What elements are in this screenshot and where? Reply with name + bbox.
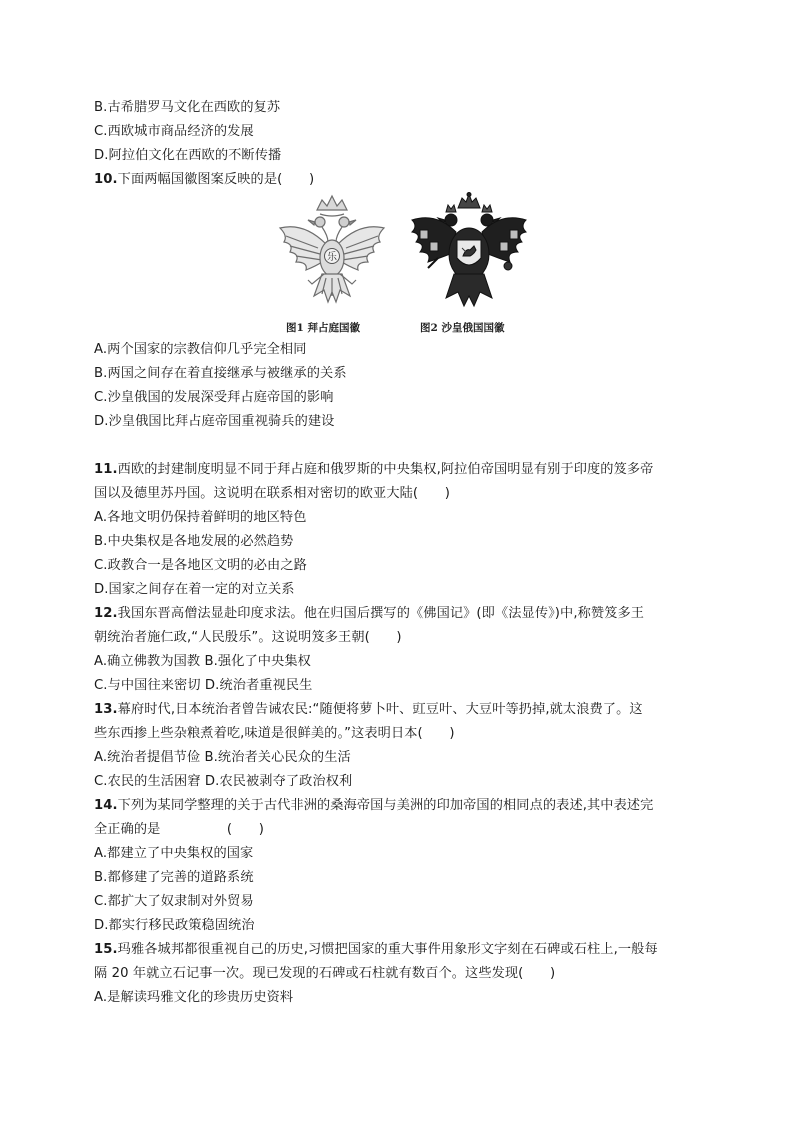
q10-figures: [268, 192, 530, 340]
q14-option-a: A.都建立了中央集权的国家: [94, 846, 254, 861]
q12-number: 12.: [94, 606, 118, 621]
q10-option-a: A.两个国家的宗教信仰几乎完全相同: [94, 342, 307, 357]
q11-option-d: D.国家之间存在着一定的对立关系: [94, 582, 295, 597]
q11-stem-line2: 国以及德里苏丹国。这说明在联系相对密切的欧亚大陆( ): [94, 486, 450, 501]
q11-option-c: C.政教合一是各地区文明的必由之路: [94, 558, 307, 573]
q11-number: 11.: [94, 462, 118, 477]
q10-stem-text: 下面两幅国徽图案反映的是( ): [117, 172, 315, 187]
q13-stem-line1: [94, 700, 643, 720]
q14-number: 14.: [94, 798, 118, 813]
figure1-caption: 图1 拜占庭国徽: [286, 322, 360, 334]
q15-stem-line1: [94, 940, 658, 960]
q10-option-b: B.两国之间存在着直接继承与被继承的关系: [94, 366, 347, 381]
q12-options-cd: C.与中国往来密切 D.统治者重视民生: [94, 678, 313, 693]
q14-option-d: D.都实行移民政策稳固统治: [94, 918, 255, 933]
q15-number: 15.: [94, 942, 118, 957]
q11-option-b: B.中央集权是各地发展的必然趋势: [94, 534, 294, 549]
q15-stem-text1: 玛雅各城邦都很重视自己的历史,习惯把国家的重大事件用象形文字刻在石碑或石柱上,一般每: [117, 942, 658, 957]
q14-stem-line2: 全正确的是 ( ): [94, 822, 264, 837]
figure2-caption: 图2 沙皇俄国国徽: [420, 322, 505, 334]
q13-number: 13.: [94, 702, 118, 717]
q12-stem-line1: [94, 604, 644, 624]
q11-stem-line1: [94, 460, 653, 480]
q11-stem-text1: 西欧的封建制度明显不同于拜占庭和俄罗斯的中央集权,阿拉伯帝国明显有别于印度的笈多帝: [117, 462, 654, 477]
q14-stem-text1: 下列为某同学整理的关于古代非洲的桑海帝国与美洲的印加帝国的相同点的表述,其中表述完: [117, 798, 654, 813]
q13-options-ab: A.统治者提倡节俭 B.统治者关心民众的生活: [94, 750, 351, 765]
byzantine-emblem-icon: [270, 192, 394, 316]
q9-option-d: D.阿拉伯文化在西欧的不断传播: [94, 148, 282, 163]
q12-stem-line2: 朝统治者施仁政,“人民殷乐”。这说明笈多王朝( ): [94, 630, 402, 645]
q12-options-ab: A.确立佛教为国教 B.强化了中央集权: [94, 654, 311, 669]
q14-option-b: B.都修建了完善的道路系统: [94, 870, 254, 885]
q11-option-a: A.各地文明仍保持着鲜明的地区特色: [94, 510, 307, 525]
q10-option-d: D.沙皇俄国比拜占庭帝国重视骑兵的建设: [94, 414, 335, 429]
q12-stem-text1: 我国东晋高僧法显赴印度求法。他在归国后撰写的《佛国记》(即《法显传》)中,称赞笈多王: [117, 606, 645, 621]
emblem1-letter: 乐: [327, 252, 337, 263]
q15-option-a: A.是解读玛雅文化的珍贵历史资料: [94, 990, 294, 1005]
q14-stem-line1: [94, 796, 653, 816]
q13-stem-text1: 幕府时代,日本统治者曾告诫农民:“随便将萝卜叶、豇豆叶、大豆叶等扔掉,就太浪费了。这: [117, 702, 643, 717]
q10-number: 10.: [94, 172, 118, 187]
q10-option-c: C.沙皇俄国的发展深受拜占庭帝国的影响: [94, 390, 334, 405]
q13-options-cd: C.农民的生活困窘 D.农民被剥夺了政治权利: [94, 774, 353, 789]
q9-option-c: C.西欧城市商品经济的发展: [94, 124, 254, 139]
q10-stem: [94, 170, 314, 190]
q14-option-c: C.都扩大了奴隶制对外贸易: [94, 894, 254, 909]
russian-emblem-icon: [408, 192, 530, 316]
q13-stem-line2: 些东西掺上些杂粮煮着吃,味道是很鲜美的。”这表明日本( ): [94, 726, 455, 741]
q9-option-b: B.古希腊罗马文化在西欧的复苏: [94, 100, 281, 115]
q15-stem-line2: 隔 20 年就立石记事一次。现已发现的石碑或石柱就有数百个。这些发现( ): [94, 966, 556, 981]
